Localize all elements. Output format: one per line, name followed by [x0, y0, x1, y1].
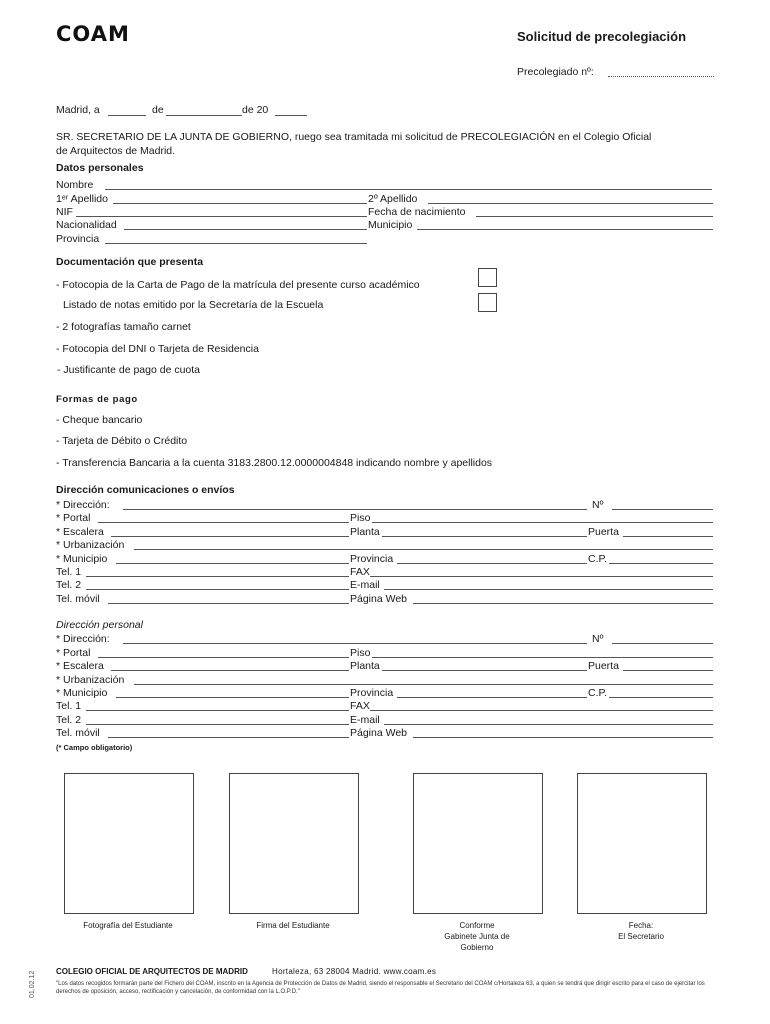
personal-heading: Datos personales	[56, 162, 144, 174]
per-urbanizacion-label: * Urbanización	[56, 674, 125, 686]
precolegiado-field[interactable]	[608, 76, 714, 77]
com-movil-label: Tel. móvil	[56, 593, 100, 605]
nacionalidad-label: Nacionalidad	[56, 219, 117, 231]
per-no-field[interactable]	[612, 643, 713, 644]
per-escalera-field[interactable]	[111, 670, 349, 671]
date-city-label: Madrid, a	[56, 104, 100, 116]
com-escalera-field[interactable]	[111, 536, 349, 537]
com-portal-label: * Portal	[56, 512, 91, 524]
pago-item-cheque: - Cheque bancario	[56, 414, 143, 426]
per-email-label: E-mail	[350, 714, 380, 726]
com-tel1-field[interactable]	[86, 576, 349, 577]
per-email-field[interactable]	[384, 724, 713, 725]
municipio-field[interactable]	[417, 229, 713, 230]
per-tel1-label: Tel. 1	[56, 700, 82, 712]
fecha-secretario-box[interactable]	[577, 773, 707, 914]
nombre-label: Nombre	[56, 179, 94, 191]
per-movil-label: Tel. móvil	[56, 727, 100, 739]
per-piso-label: Piso	[350, 647, 371, 659]
intro-line-2: de Arquitectos de Madrid.	[56, 145, 176, 157]
conforme-box[interactable]	[413, 773, 543, 914]
comunicaciones-heading: Dirección comunicaciones o envíos	[56, 484, 235, 496]
municipio-label: Municipio	[368, 219, 413, 231]
per-escalera-label: * Escalera	[56, 660, 104, 672]
per-municipio-field[interactable]	[116, 697, 349, 698]
per-urbanizacion-field[interactable]	[134, 684, 713, 685]
com-escalera-label: * Escalera	[56, 526, 104, 538]
com-no-label: Nº	[592, 499, 604, 511]
firma-estudiante-caption: Firma del Estudiante	[256, 921, 330, 930]
com-tel2-field[interactable]	[86, 589, 349, 590]
nacionalidad-field[interactable]	[124, 229, 367, 230]
month-field[interactable]	[166, 115, 242, 116]
per-piso-field[interactable]	[372, 657, 713, 658]
com-cp-label: C.P.	[588, 553, 608, 565]
com-web-label: Página Web	[350, 593, 408, 605]
nif-field[interactable]	[76, 216, 367, 217]
per-no-label: Nº	[592, 633, 604, 645]
doc-item-dni: - Fotocopia del DNI o Tarjeta de Residencia	[56, 343, 259, 355]
per-direccion-field[interactable]	[123, 643, 587, 644]
foto-estudiante-box[interactable]	[64, 773, 194, 914]
doc-item-fotografias: - 2 fotografías tamaño carnet	[56, 321, 191, 333]
foto-estudiante-caption: Fotografía del Estudiante	[83, 921, 173, 930]
per-puerta-label: Puerta	[588, 660, 619, 672]
nif-label: NIF	[56, 206, 73, 218]
com-no-field[interactable]	[612, 509, 713, 510]
com-piso-label: Piso	[350, 512, 371, 524]
page-title: Solicitud de precolegiación	[517, 29, 687, 44]
com-fax-field[interactable]	[370, 576, 713, 577]
com-fax-label: FAX	[350, 566, 370, 578]
personal-dir-heading: Dirección personal	[56, 619, 143, 631]
provincia-field[interactable]	[105, 243, 367, 244]
conforme-caption-3: Gobierno	[460, 943, 494, 952]
pago-item-transferencia: - Transferencia Bancaria a la cuenta 3183.2800.12.0000004848 indicando nombre y apellidos	[56, 457, 493, 469]
day-field[interactable]	[108, 115, 146, 116]
com-urbanizacion-label: * Urbanización	[56, 539, 125, 551]
com-piso-field[interactable]	[372, 522, 713, 523]
per-fax-field[interactable]	[370, 710, 713, 711]
footer-legal: "Los datos recogidos formarán parte del Fichero del COAM, inscrito en la Agencia de Protección de Datos de Madrid, siendo el responsable el Secretario del COAM c/Hortaleza 63, a quien se tendrá que dirigir escrito para el caso de ejercitar los derechos de oposición, acceso, rectificación y cancelación, de conformidad con la L.O.P.D."	[56, 981, 705, 995]
doc-item-justificante: - Justificante de pago de cuota	[57, 364, 201, 376]
com-email-field[interactable]	[384, 589, 713, 590]
per-planta-field[interactable]	[382, 670, 587, 671]
doc-item-carta-pago: - Fotocopia de la Carta de Pago de la matrícula del presente curso académico	[56, 279, 420, 291]
nombre-field[interactable]	[105, 189, 712, 190]
fecha-caption-1: Fecha:	[628, 921, 654, 930]
per-puerta-field[interactable]	[623, 670, 713, 671]
campo-obligatorio-note: (* Campo obligatorio)	[56, 743, 133, 752]
per-portal-label: * Portal	[56, 647, 91, 659]
footer-address: Hortaleza, 63 28004 Madrid. www.coam.es	[272, 967, 437, 976]
com-puerta-label: Puerta	[588, 526, 619, 538]
fecha-nacimiento-label: Fecha de nacimiento	[368, 206, 466, 218]
apellido1-label: 1ᵉʳ Apellido	[56, 193, 108, 205]
com-provincia-field[interactable]	[397, 563, 587, 564]
com-cp-field[interactable]	[609, 563, 713, 564]
per-web-field[interactable]	[413, 737, 713, 738]
documentacion-heading: Documentación que presenta	[56, 256, 204, 268]
com-email-label: E-mail	[350, 579, 380, 591]
per-provincia-field[interactable]	[397, 697, 587, 698]
year-field[interactable]	[275, 115, 307, 116]
com-movil-field[interactable]	[108, 603, 349, 604]
per-cp-label: C.P.	[588, 687, 608, 699]
form-code: 01.02.12	[29, 970, 36, 998]
per-planta-label: Planta	[350, 660, 380, 672]
firma-estudiante-box[interactable]	[229, 773, 359, 914]
date-de-label: de	[152, 104, 164, 116]
apellido2-field[interactable]	[428, 203, 713, 204]
com-web-field[interactable]	[413, 603, 713, 604]
apellido2-label: 2º Apellido	[368, 193, 418, 205]
com-tel1-label: Tel. 1	[56, 566, 82, 578]
com-municipio-label: * Municipio	[56, 553, 108, 565]
per-tel1-field[interactable]	[86, 710, 349, 711]
per-movil-field[interactable]	[108, 737, 349, 738]
per-fax-label: FAX	[350, 700, 370, 712]
com-puerta-field[interactable]	[623, 536, 713, 537]
com-direccion-label: * Dirección:	[56, 499, 110, 511]
coam-logo: COAM	[56, 22, 130, 46]
conforme-caption-1: Conforme	[459, 921, 495, 930]
com-planta-field[interactable]	[382, 536, 587, 537]
intro-line-1: SR. SECRETARIO DE LA JUNTA DE GOBIERNO, ruego sea tramitada mi solicitud de PRECOLEGIACIÓN en el Colegio Oficial	[56, 131, 652, 143]
com-planta-label: Planta	[350, 526, 380, 538]
per-portal-field[interactable]	[98, 657, 349, 658]
com-urbanizacion-field[interactable]	[134, 549, 713, 550]
date-de20-label: de 20	[242, 104, 269, 116]
doc-item-listado-notas: Listado de notas emitido por la Secretaría de la Escuela	[63, 299, 324, 311]
pago-item-tarjeta: - Tarjeta de Débito o Crédito	[56, 435, 188, 447]
com-direccion-field[interactable]	[123, 509, 587, 510]
fecha-caption-2: El Secretario	[618, 932, 664, 941]
footer-org: COLEGIO OFICIAL DE ARQUITECTOS DE MADRID	[56, 967, 248, 976]
precolegiado-label: Precolegiado nº:	[517, 66, 594, 78]
com-provincia-label: Provincia	[350, 553, 394, 565]
pago-heading: Formas de pago	[56, 394, 138, 405]
per-tel2-field[interactable]	[86, 724, 349, 725]
com-portal-field[interactable]	[98, 522, 349, 523]
fecha-nacimiento-field[interactable]	[476, 216, 713, 217]
per-municipio-label: * Municipio	[56, 687, 108, 699]
per-tel2-label: Tel. 2	[56, 714, 82, 726]
conforme-caption-2: Gabinete Junta de	[444, 932, 510, 941]
apellido1-field[interactable]	[113, 203, 367, 204]
provincia-label: Provincia	[56, 233, 100, 245]
per-web-label: Página Web	[350, 727, 408, 739]
com-tel2-label: Tel. 2	[56, 579, 82, 591]
carta-pago-checkbox[interactable]	[478, 268, 497, 287]
per-provincia-label: Provincia	[350, 687, 394, 699]
per-cp-field[interactable]	[609, 697, 713, 698]
com-municipio-field[interactable]	[116, 563, 349, 564]
per-direccion-label: * Dirección:	[56, 633, 110, 645]
listado-notas-checkbox[interactable]	[478, 293, 497, 312]
